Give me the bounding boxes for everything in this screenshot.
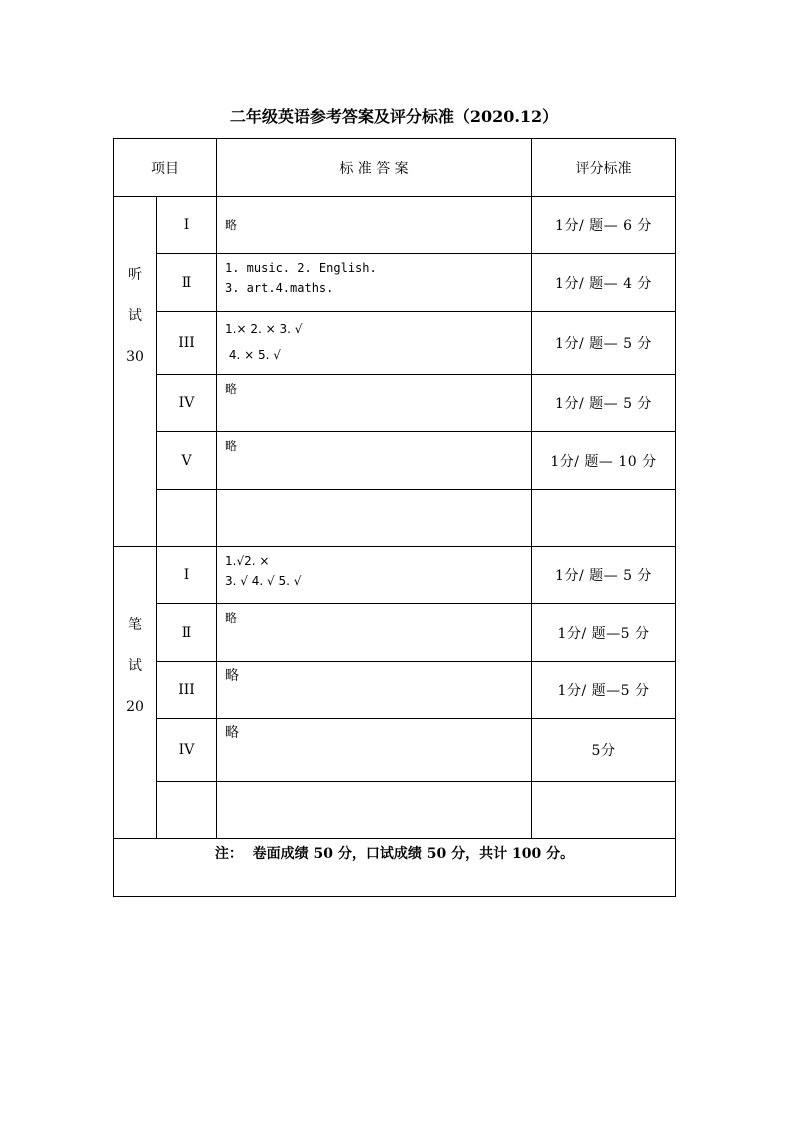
answer-line: 1. music. 2. English. — [225, 261, 377, 275]
score-cell: 1分/ 题— 10 分 — [532, 432, 676, 490]
answer-cell — [217, 375, 532, 432]
answer-cell — [217, 254, 532, 312]
section-char: 试 — [128, 658, 142, 674]
score-cell: 1分/ 题— 4 分 — [532, 254, 676, 312]
score-cell: 1分/ 题—5 分 — [532, 662, 676, 719]
table-row — [114, 547, 676, 604]
section-listening — [114, 197, 157, 547]
section-char: 试 — [128, 308, 142, 324]
answer-line: 1.√2. × — [225, 554, 270, 568]
table-row — [114, 312, 676, 375]
table-row-empty — [114, 490, 676, 547]
note-row — [114, 839, 676, 897]
score-cell: 1分/ 题— 6 分 — [532, 197, 676, 254]
table-row — [114, 604, 676, 662]
question-number: V — [157, 432, 217, 490]
note-text: 注： 卷面成绩 50 分，口试成绩 50 分，共计 100 分。 — [114, 839, 676, 897]
section-char: 笔 — [128, 617, 142, 633]
answer-cell — [217, 719, 532, 782]
question-number: III — [157, 662, 217, 719]
answer-line: 略 — [225, 382, 238, 396]
header-answer: 标 准 答 案 — [217, 139, 532, 197]
answer-cell — [217, 197, 532, 254]
score-cell: 1分/ 题— 5 分 — [532, 312, 676, 375]
answer-cell — [217, 604, 532, 662]
section-char: 听 — [128, 267, 142, 283]
answer-line: 3. √ 4. √ 5. √ — [225, 574, 302, 588]
table-row-empty — [114, 782, 676, 839]
question-number: Ⅰ — [157, 197, 217, 254]
section-char: 30 — [126, 349, 144, 365]
score-cell: 1分/ 题— 5 分 — [532, 547, 676, 604]
table-row — [114, 662, 676, 719]
question-number: Ⅰ — [157, 547, 217, 604]
table-header-row — [114, 139, 676, 197]
answer-line: 4. × 5. √ — [225, 348, 281, 362]
header-item: 项目 — [114, 139, 217, 197]
question-number: Ⅱ — [157, 604, 217, 662]
section-char: 20 — [126, 699, 144, 715]
table-row — [114, 197, 676, 254]
answer-cell — [217, 547, 532, 604]
answer-line: 略 — [225, 218, 238, 232]
answer-line: 3. art.4.maths. — [225, 281, 334, 295]
answer-line: 1.× 2. × 3. √ — [225, 322, 303, 336]
section-written — [114, 547, 157, 839]
answer-cell — [217, 662, 532, 719]
header-standard: 评分标准 — [532, 139, 676, 197]
table-row — [114, 719, 676, 782]
answer-line: 略 — [225, 611, 238, 625]
score-cell: 5分 — [532, 719, 676, 782]
answer-line: 略 — [225, 439, 238, 453]
question-number: IV — [157, 375, 217, 432]
answer-line: 略 — [225, 668, 239, 684]
question-number: IV — [157, 719, 217, 782]
table-row — [114, 254, 676, 312]
question-number: Ⅱ — [157, 254, 217, 312]
answer-line: 略 — [225, 725, 239, 741]
answer-cell — [217, 432, 532, 490]
score-cell: 1分/ 题—5 分 — [532, 604, 676, 662]
table-row — [114, 375, 676, 432]
answer-table — [113, 138, 676, 897]
score-cell: 1分/ 题— 5 分 — [532, 375, 676, 432]
answer-cell — [217, 312, 532, 375]
page-title: 二年级英语参考答案及评分标准（2020.12） — [229, 107, 559, 126]
table-row — [114, 432, 676, 490]
question-number: III — [157, 312, 217, 375]
